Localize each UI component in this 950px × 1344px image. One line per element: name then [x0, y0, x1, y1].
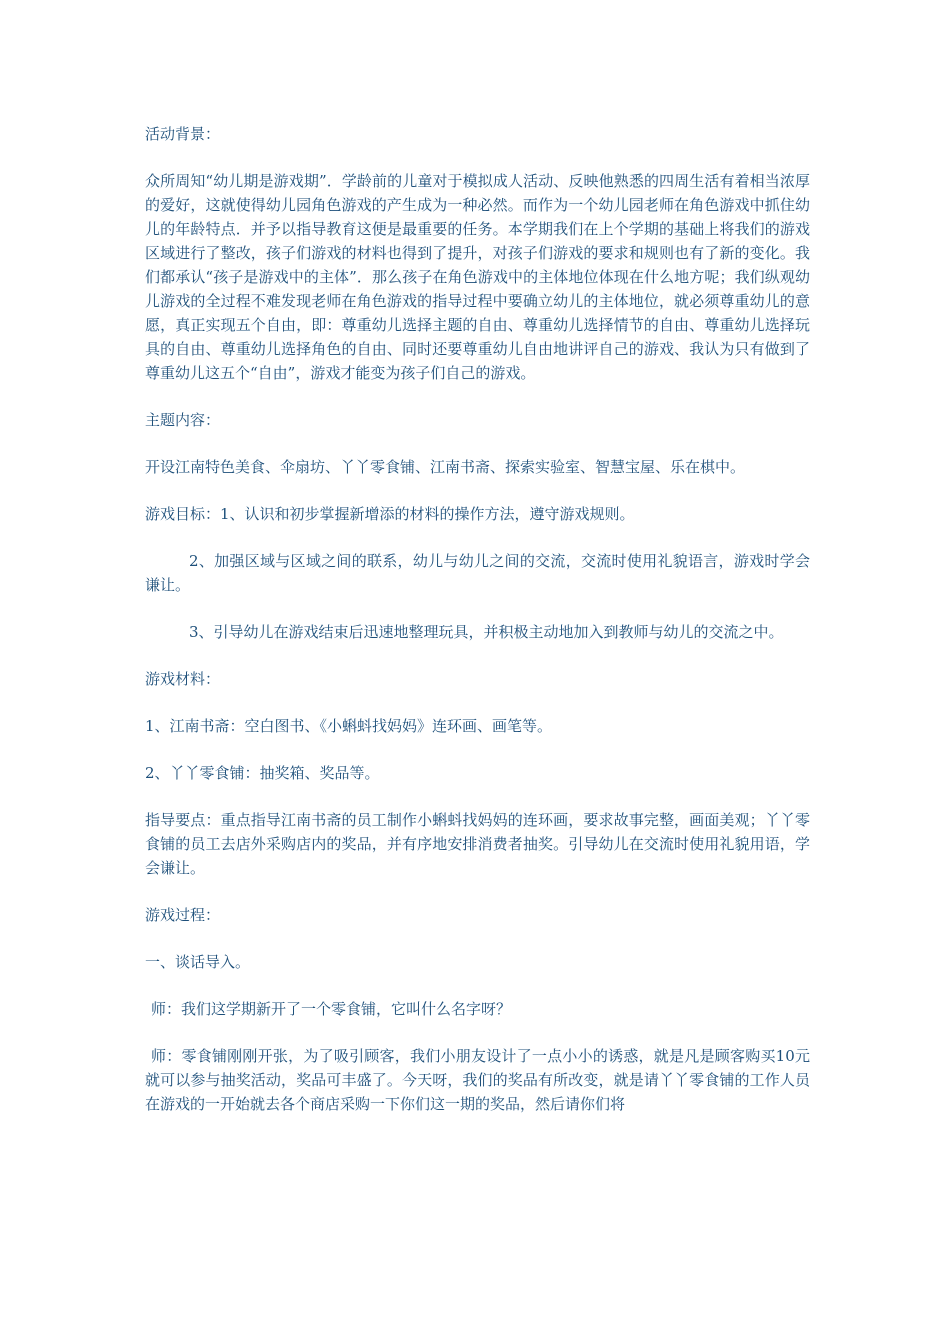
goal-item-2: 2、加强区域与区域之间的联系，幼儿与幼儿之间的交流，交流时使用礼貌语言，游戏时学会谦让。 — [145, 552, 810, 594]
guidance-paragraph: 指导要点：重点指导江南书斋的员工制作小蝌蚪找妈妈的连环画，要求故事完整，画面美观；丫丫零食铺的员工去店外采购店内的奖品，并有序地安排消费者抽奖。引导幼儿在交流时使用礼貌用语，学会谦让。 — [145, 811, 810, 877]
document-body — [145, 122, 810, 1139]
background-heading: 活动背景： — [145, 125, 221, 143]
material-item-2: 2、丫丫零食铺：抽奖箱、奖品等。 — [145, 764, 380, 782]
process-heading: 游戏过程： — [145, 906, 221, 924]
materials-heading: 游戏材料： — [145, 670, 221, 688]
goal-item-3: 3、引导幼儿在游戏结束后迅速地整理玩具，并积极主动地加入到教师与幼儿的交流之中。 — [189, 623, 784, 641]
material-item-1: 1、江南书斋：空白图书、《小蝌蚪找妈妈》连环画、画笔等。 — [145, 717, 553, 735]
theme-paragraph: 开设江南特色美食、伞扇坊、丫丫零食铺、江南书斋、探索实验室、智慧宝屋、乐在棋中。 — [145, 458, 746, 476]
background-paragraph: 众所周知“幼儿期是游戏期”．学龄前的儿童对于模拟成人活动、反映他熟悉的四周生活有着相当浓厚的爱好，这就使得幼儿园角色游戏的产生成为一种必然。而作为一个幼儿园老师在角色游戏中抓住幼儿的年龄特点．并予以指导教育这便是最重要的任务。本学期我们在上个学期的基础上将我们的游戏区域进行了整改，孩子们游戏的材料也得到了提升，对孩子们游戏的要求和规则也有了新的变化。我们都承认“孩子是游戏中的主体”．那么孩子在角色游戏中的主体地位体现在什么地方呢；我们纵观幼儿游戏的全过程不难发现老师在角色游戏的指导过程中要确立幼儿的主体地位，就必须尊重幼儿的意愿，真正实现五个自由，即：尊重幼儿选择主题的自由、尊重幼儿选择情节的自由、尊重幼儿选择玩具的自由、尊重幼儿选择角色的自由、同时还要尊重幼儿自由地讲评自己的游戏、我认为只有做到了尊重幼儿这五个“自由”，游戏才能变为孩子们自己的游戏。 — [145, 172, 810, 382]
teacher-paragraph: 师：零食铺刚刚开张，为了吸引顾客，我们小朋友设计了一点小小的诱惑，就是凡是顾客购买10元就可以参与抽奖活动，奖品可丰盛了。今天呀，我们的奖品有所改变，就是请丫丫零食铺的工作人员在游戏的一开始就去各个商店采购一下你们这一期的奖品，然后请你们将 — [145, 1047, 810, 1113]
goal-item-1: 游戏目标：1、认识和初步掌握新增添的材料的操作方法，遵守游戏规则。 — [145, 505, 635, 523]
theme-heading: 主题内容： — [145, 411, 221, 429]
process-step-1: 一、谈话导入。 — [145, 953, 251, 971]
teacher-question: 师：我们这学期新开了一个零食铺，它叫什么名字呀？ — [151, 1000, 512, 1018]
